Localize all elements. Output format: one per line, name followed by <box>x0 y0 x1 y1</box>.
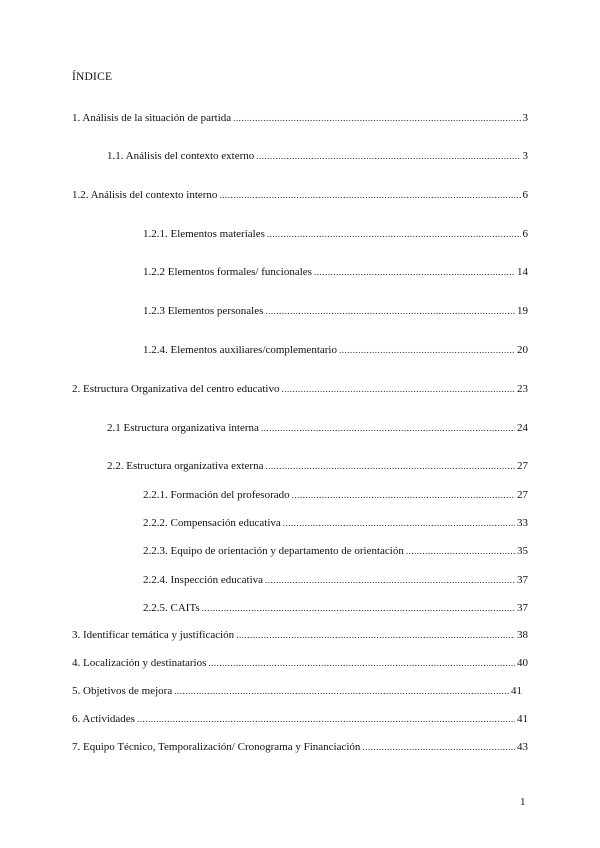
toc-entry-page: 33 <box>517 517 528 529</box>
toc-leader-dots <box>174 686 509 696</box>
toc-entry[interactable] <box>143 574 528 590</box>
toc-entry-page: 37 <box>517 574 528 586</box>
toc-entry[interactable] <box>143 228 528 244</box>
toc-entry[interactable] <box>143 305 528 321</box>
toc-title: ÍNDICE <box>72 71 113 83</box>
toc-entry[interactable] <box>143 489 528 505</box>
toc-entry-label: 2.2.5. CAITs <box>143 602 200 614</box>
toc-entry-label: 1.2.1. Elementos materiales <box>143 228 265 240</box>
toc-entry-label: 5. Objetivos de mejora <box>72 685 173 697</box>
toc-entry-label: 7. Equipo Técnico, Temporalización/ Cronograma y Financiación <box>72 741 361 753</box>
toc-entry-page: 37 <box>517 602 528 614</box>
toc-entry-page: 19 <box>517 305 528 317</box>
toc-entry[interactable] <box>107 422 528 438</box>
toc-entry[interactable] <box>72 189 528 205</box>
toc-entry[interactable] <box>72 685 522 701</box>
toc-entry-label: 1.2.3 Elementos personales <box>143 305 264 317</box>
toc-entry-label: 2.2. Estructura organizativa externa <box>107 460 264 472</box>
toc-leader-dots <box>236 630 515 640</box>
toc-leader-dots <box>292 490 515 500</box>
toc-leader-dots <box>202 603 515 613</box>
page-number: 1 <box>520 796 526 808</box>
toc-leader-dots <box>406 546 515 556</box>
toc-entry-page: 38 <box>517 629 528 641</box>
toc-entry[interactable] <box>72 741 528 757</box>
toc-entry-page: 43 <box>517 741 528 753</box>
toc-leader-dots <box>362 742 515 752</box>
toc-entry-label: 1.2. Análisis del contexto interno <box>72 189 218 201</box>
toc-entry-label: 2.2.2. Compensación educativa <box>143 517 281 529</box>
toc-entry-page: 6 <box>522 228 528 240</box>
toc-entry[interactable] <box>72 383 528 399</box>
toc-leader-dots <box>339 345 515 355</box>
toc-entry-label: 1.2.4. Elementos auxiliares/complementario <box>143 344 337 356</box>
toc-leader-dots <box>137 714 515 724</box>
toc-leader-dots <box>282 384 516 394</box>
toc-entry-label: 4. Localización y destinatarios <box>72 657 207 669</box>
toc-entry-label: 2.2.3. Equipo de orientación y departamento de orientación <box>143 545 404 557</box>
toc-leader-dots <box>265 306 515 316</box>
toc-leader-dots <box>261 423 515 433</box>
toc-entry[interactable] <box>143 344 528 360</box>
toc-entry-page: 3 <box>522 150 528 162</box>
toc-entry[interactable] <box>72 657 528 673</box>
toc-entry-label: 1.1. Análisis del contexto externo <box>107 150 255 162</box>
toc-leader-dots <box>265 575 515 585</box>
toc-entry[interactable] <box>143 602 528 618</box>
toc-leader-dots <box>256 151 520 161</box>
toc-leader-dots <box>208 658 515 668</box>
toc-entry-page: 40 <box>517 657 528 669</box>
toc-leader-dots <box>267 229 521 239</box>
toc-leader-dots <box>314 267 515 277</box>
toc-entry[interactable] <box>143 517 528 533</box>
toc-entry-label: 3. Identificar temática y justificación <box>72 629 235 641</box>
toc-entry[interactable] <box>107 150 528 166</box>
toc-entry-page: 35 <box>517 545 528 557</box>
toc-entry[interactable] <box>107 460 528 476</box>
toc-leader-dots <box>265 461 515 471</box>
toc-entry-page: 24 <box>517 422 528 434</box>
toc-entry-label: 2.1 Estructura organizativa interna <box>107 422 259 434</box>
toc-entry-label: 1. Análisis de la situación de partida <box>72 112 232 124</box>
toc-entry-page: 41 <box>511 685 522 697</box>
toc-entry-page: 23 <box>517 383 528 395</box>
toc-entry-label: 6. Actividades <box>72 713 135 725</box>
toc-entry-page: 27 <box>517 489 528 501</box>
toc-entry-label: 1.2.2 Elementos formales/ funcionales <box>143 266 312 278</box>
toc-leader-dots <box>283 518 515 528</box>
toc-entry[interactable] <box>143 266 528 282</box>
toc-entry-page: 27 <box>517 460 528 472</box>
toc-entry[interactable] <box>143 545 528 561</box>
toc-leader-dots <box>219 190 520 200</box>
toc-entry[interactable] <box>72 112 528 128</box>
toc-entry-page: 3 <box>522 112 528 124</box>
toc-entry[interactable] <box>72 713 528 729</box>
toc-entry[interactable] <box>72 629 528 645</box>
toc-entry-label: 2. Estructura Organizativa del centro educativo <box>72 383 280 395</box>
toc-entry-page: 41 <box>517 713 528 725</box>
toc-leader-dots <box>233 113 520 123</box>
toc-entry-page: 6 <box>522 189 528 201</box>
toc-entry-label: 2.2.1. Formación del profesorado <box>143 489 290 501</box>
toc-entry-page: 14 <box>517 266 528 278</box>
toc-entry-page: 20 <box>517 344 528 356</box>
toc-entry-label: 2.2.4. Inspección educativa <box>143 574 264 586</box>
